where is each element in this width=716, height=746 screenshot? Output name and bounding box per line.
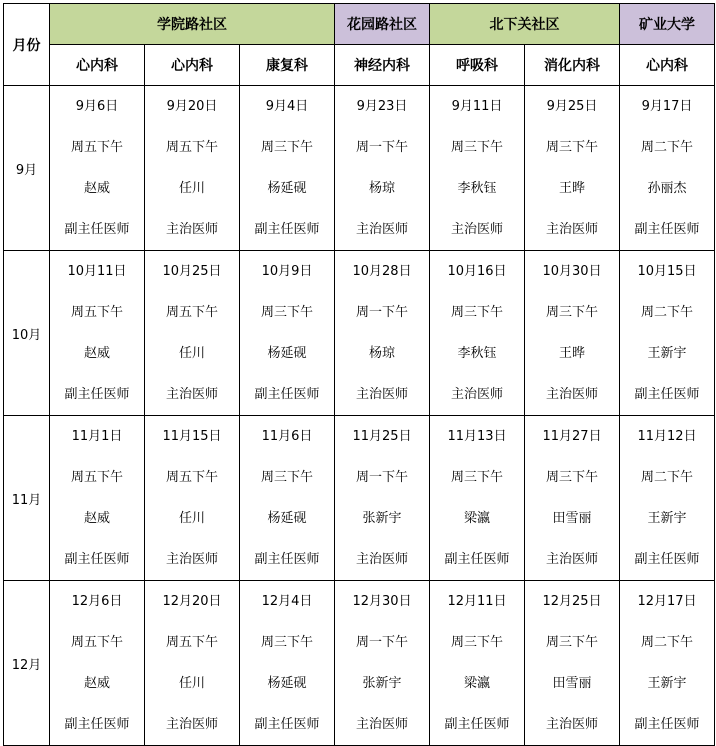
appointment-time: 周二下午 bbox=[641, 140, 694, 155]
doctor-title: 主治医师 bbox=[356, 222, 409, 237]
appointment-date: 12月6日 bbox=[71, 594, 123, 609]
appointment-time: 周三下午 bbox=[451, 635, 504, 650]
doctor-title: 副主任医师 bbox=[444, 717, 510, 732]
appointment-time: 周三下午 bbox=[261, 305, 314, 320]
doctor-name: 任川 bbox=[178, 511, 205, 526]
doctor-title: 副主任医师 bbox=[634, 717, 700, 732]
doctor-title: 主治医师 bbox=[546, 387, 599, 402]
appointment-date: 10月25日 bbox=[162, 264, 222, 279]
schedule-cell bbox=[145, 581, 240, 746]
appointment-time: 周五下午 bbox=[70, 305, 123, 320]
month-label: 9月 bbox=[4, 86, 50, 251]
doctor-title: 副主任医师 bbox=[254, 222, 320, 237]
doctor-title: 副主任医师 bbox=[254, 387, 320, 402]
doctor-name: 李秋钰 bbox=[457, 181, 497, 196]
schedule-cell bbox=[240, 86, 335, 251]
appointment-time: 周三下午 bbox=[261, 140, 314, 155]
doctor-title: 主治医师 bbox=[356, 717, 409, 732]
doctor-title: 主治医师 bbox=[546, 222, 599, 237]
appointment-date: 10月30日 bbox=[542, 264, 602, 279]
doctor-title: 副主任医师 bbox=[64, 222, 130, 237]
doctor-title: 副主任医师 bbox=[634, 552, 700, 567]
doctor-title: 主治医师 bbox=[165, 387, 218, 402]
schedule-cell bbox=[335, 86, 430, 251]
group-header-xueyuanlu: 学院路社区 bbox=[50, 4, 335, 45]
schedule-cell bbox=[525, 581, 620, 746]
clinic-schedule-table bbox=[3, 3, 715, 746]
schedule-cell bbox=[145, 86, 240, 251]
schedule-cell bbox=[145, 416, 240, 581]
group-header-huayuanlu: 花园路社区 bbox=[335, 4, 430, 45]
schedule-cell bbox=[335, 251, 430, 416]
doctor-name: 张新宇 bbox=[362, 676, 402, 691]
doctor-name: 杨琼 bbox=[369, 346, 396, 361]
appointment-date: 10月28日 bbox=[352, 264, 412, 279]
doctor-name: 任川 bbox=[178, 676, 205, 691]
doctor-name: 张新宇 bbox=[362, 511, 402, 526]
doctor-name: 孙丽杰 bbox=[647, 181, 687, 196]
appointment-time: 周五下午 bbox=[70, 140, 123, 155]
doctor-title: 副主任医师 bbox=[254, 717, 320, 732]
doctor-title: 副主任医师 bbox=[634, 387, 700, 402]
appointment-date: 10月16日 bbox=[447, 264, 507, 279]
doctor-name: 赵威 bbox=[83, 181, 110, 196]
appointment-date: 11月27日 bbox=[542, 429, 602, 444]
schedule-cell bbox=[335, 416, 430, 581]
month-label: 12月 bbox=[4, 581, 50, 746]
appointment-time: 周一下午 bbox=[356, 140, 409, 155]
department-header: 心内科 bbox=[50, 45, 145, 86]
appointment-date: 10月11日 bbox=[67, 264, 127, 279]
schedule-cell bbox=[430, 86, 525, 251]
doctor-title: 副主任医师 bbox=[444, 552, 510, 567]
doctor-title: 主治医师 bbox=[451, 387, 504, 402]
doctor-title: 主治医师 bbox=[165, 717, 218, 732]
doctor-name: 田雪丽 bbox=[552, 511, 592, 526]
doctor-name: 王晔 bbox=[559, 181, 586, 196]
appointment-time: 周五下午 bbox=[70, 470, 123, 485]
schedule-cell bbox=[240, 581, 335, 746]
schedule-cell bbox=[525, 251, 620, 416]
doctor-title: 主治医师 bbox=[356, 552, 409, 567]
schedule-cell bbox=[240, 251, 335, 416]
appointment-time: 周五下午 bbox=[165, 140, 218, 155]
appointment-time: 周五下午 bbox=[165, 635, 218, 650]
doctor-name: 杨延砚 bbox=[267, 181, 307, 196]
schedule-cell bbox=[525, 416, 620, 581]
schedule-cell bbox=[620, 86, 715, 251]
appointment-time: 周二下午 bbox=[641, 305, 694, 320]
appointment-date: 12月25日 bbox=[542, 594, 602, 609]
group-header-beixiaguan: 北下关社区 bbox=[430, 4, 620, 45]
appointment-time: 周二下午 bbox=[641, 635, 694, 650]
appointment-time: 周三下午 bbox=[546, 470, 599, 485]
appointment-time: 周三下午 bbox=[451, 305, 504, 320]
table-row bbox=[4, 581, 715, 746]
department-header: 心内科 bbox=[620, 45, 715, 86]
doctor-name: 任川 bbox=[178, 346, 205, 361]
schedule-body bbox=[4, 86, 715, 746]
appointment-date: 10月9日 bbox=[261, 264, 313, 279]
doctor-name: 李秋钰 bbox=[457, 346, 497, 361]
doctor-title: 主治医师 bbox=[546, 552, 599, 567]
appointment-time: 周三下午 bbox=[451, 470, 504, 485]
schedule-cell bbox=[430, 251, 525, 416]
appointment-time: 周一下午 bbox=[356, 305, 409, 320]
table-row bbox=[4, 416, 715, 581]
appointment-date: 11月12日 bbox=[637, 429, 697, 444]
appointment-date: 9月17日 bbox=[641, 99, 693, 114]
department-header: 心内科 bbox=[145, 45, 240, 86]
schedule-cell bbox=[525, 86, 620, 251]
appointment-date: 9月20日 bbox=[166, 99, 218, 114]
schedule-cell bbox=[145, 251, 240, 416]
appointment-time: 周二下午 bbox=[641, 470, 694, 485]
doctor-title: 副主任医师 bbox=[64, 717, 130, 732]
appointment-time: 周三下午 bbox=[261, 470, 314, 485]
appointment-date: 12月20日 bbox=[162, 594, 222, 609]
appointment-time: 周三下午 bbox=[261, 635, 314, 650]
appointment-time: 周三下午 bbox=[451, 140, 504, 155]
doctor-title: 主治医师 bbox=[546, 717, 599, 732]
department-header: 神经内科 bbox=[335, 45, 430, 86]
appointment-date: 11月13日 bbox=[447, 429, 507, 444]
month-column-header: 月份 bbox=[4, 4, 50, 86]
appointment-date: 12月30日 bbox=[352, 594, 412, 609]
appointment-date: 10月15日 bbox=[637, 264, 697, 279]
schedule-cell bbox=[430, 416, 525, 581]
appointment-date: 12月11日 bbox=[447, 594, 507, 609]
doctor-title: 主治医师 bbox=[165, 222, 218, 237]
schedule-cell bbox=[50, 416, 145, 581]
doctor-name: 赵威 bbox=[83, 346, 110, 361]
appointment-time: 周三下午 bbox=[546, 140, 599, 155]
appointment-date: 12月17日 bbox=[637, 594, 697, 609]
department-header: 消化内科 bbox=[525, 45, 620, 86]
schedule-cell bbox=[50, 581, 145, 746]
doctor-title: 主治医师 bbox=[356, 387, 409, 402]
appointment-time: 周一下午 bbox=[356, 470, 409, 485]
schedule-cell bbox=[620, 416, 715, 581]
table-row bbox=[4, 86, 715, 251]
appointment-time: 周五下午 bbox=[165, 470, 218, 485]
appointment-date: 9月6日 bbox=[75, 99, 119, 114]
appointment-date: 11月25日 bbox=[352, 429, 412, 444]
doctor-name: 任川 bbox=[178, 181, 205, 196]
doctor-title: 副主任医师 bbox=[64, 387, 130, 402]
appointment-date: 11月6日 bbox=[261, 429, 313, 444]
month-label: 11月 bbox=[4, 416, 50, 581]
doctor-title: 副主任医师 bbox=[64, 552, 130, 567]
schedule-cell bbox=[50, 86, 145, 251]
doctor-name: 王晔 bbox=[559, 346, 586, 361]
doctor-name: 王新宇 bbox=[647, 346, 687, 361]
appointment-time: 周三下午 bbox=[546, 305, 599, 320]
appointment-date: 12月4日 bbox=[261, 594, 313, 609]
schedule-cell bbox=[620, 581, 715, 746]
doctor-title: 主治医师 bbox=[451, 222, 504, 237]
appointment-date: 11月1日 bbox=[71, 429, 123, 444]
appointment-date: 9月25日 bbox=[546, 99, 598, 114]
header-row-groups bbox=[4, 4, 715, 45]
doctor-name: 田雪丽 bbox=[552, 676, 592, 691]
schedule-cell bbox=[240, 416, 335, 581]
month-label: 10月 bbox=[4, 251, 50, 416]
schedule-cell bbox=[430, 581, 525, 746]
doctor-name: 梁瀛 bbox=[464, 676, 491, 691]
doctor-name: 赵威 bbox=[83, 676, 110, 691]
doctor-name: 杨延砚 bbox=[267, 511, 307, 526]
appointment-date: 9月4日 bbox=[265, 99, 309, 114]
schedule-cell bbox=[620, 251, 715, 416]
doctor-title: 副主任医师 bbox=[254, 552, 320, 567]
doctor-name: 杨延砚 bbox=[267, 346, 307, 361]
department-header: 呼吸科 bbox=[430, 45, 525, 86]
appointment-date: 11月15日 bbox=[162, 429, 222, 444]
schedule-cell bbox=[335, 581, 430, 746]
doctor-name: 王新宇 bbox=[647, 511, 687, 526]
appointment-time: 周三下午 bbox=[546, 635, 599, 650]
doctor-name: 赵威 bbox=[83, 511, 110, 526]
doctor-title: 副主任医师 bbox=[634, 222, 700, 237]
schedule-cell bbox=[50, 251, 145, 416]
appointment-time: 周五下午 bbox=[165, 305, 218, 320]
doctor-name: 杨琼 bbox=[369, 181, 396, 196]
header-row-departments bbox=[4, 45, 715, 86]
doctor-name: 梁瀛 bbox=[464, 511, 491, 526]
appointment-time: 周五下午 bbox=[70, 635, 123, 650]
group-header-kuangyedaxue: 矿业大学 bbox=[620, 4, 715, 45]
department-header: 康复科 bbox=[240, 45, 335, 86]
doctor-name: 杨延砚 bbox=[267, 676, 307, 691]
doctor-name: 王新宇 bbox=[647, 676, 687, 691]
doctor-title: 主治医师 bbox=[165, 552, 218, 567]
appointment-time: 周一下午 bbox=[356, 635, 409, 650]
table-row bbox=[4, 251, 715, 416]
appointment-date: 9月23日 bbox=[356, 99, 408, 114]
appointment-date: 9月11日 bbox=[451, 99, 503, 114]
